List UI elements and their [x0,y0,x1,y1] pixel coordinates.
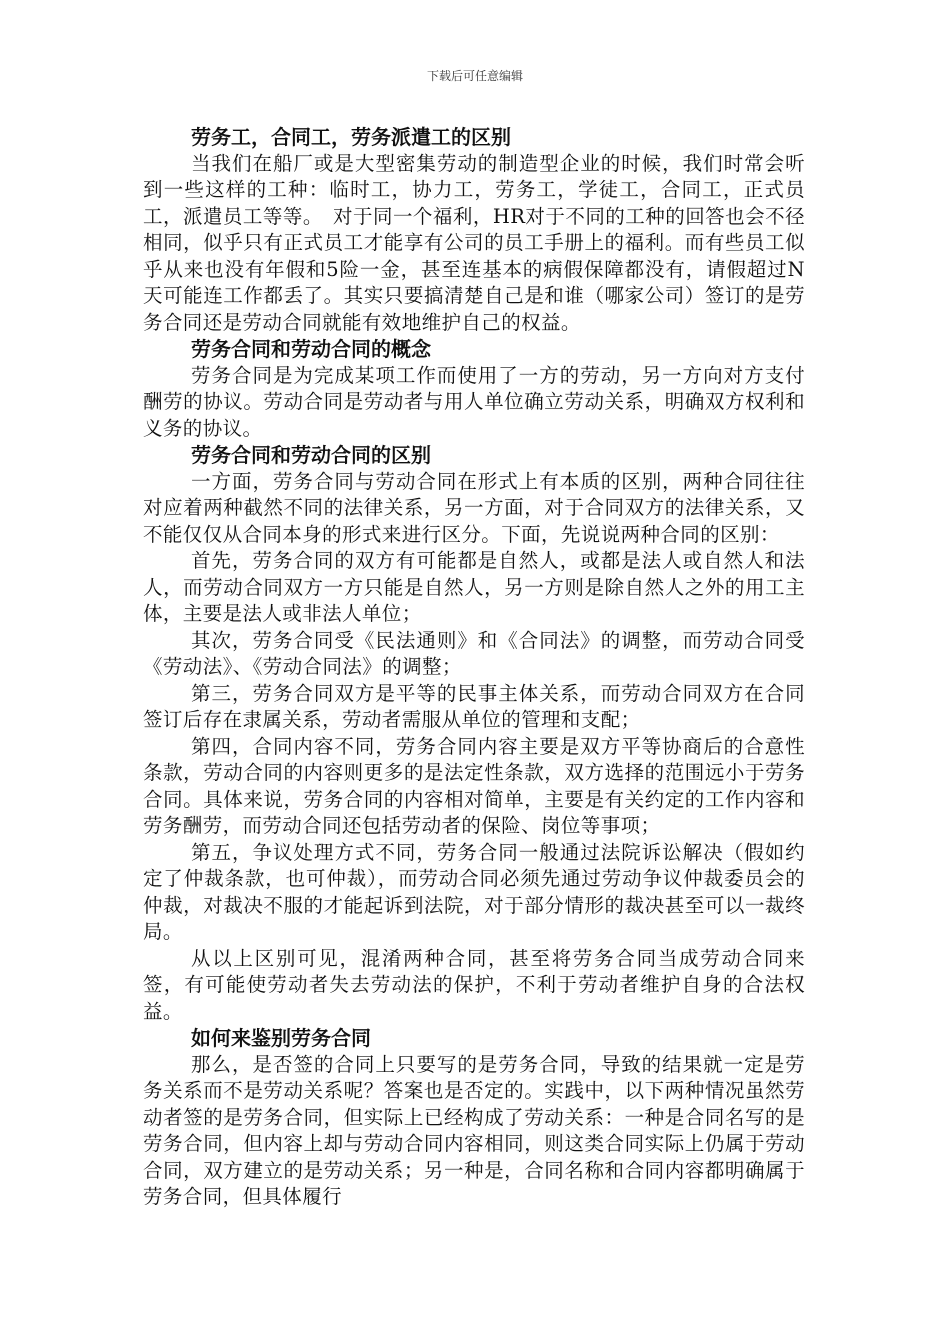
section-heading: 劳务合同和劳动合同的区别 [191,443,431,467]
paragraph: 第三，劳务合同双方是平等的民事主体关系，而劳动合同双方在合同签订后存在隶属关系，劳动者需服从单位的管理和支配； [143,681,805,731]
paragraph: 一方面，劳务合同与劳动合同在形式上有本质的区别，两种合同往往对应着两种截然不同的法律关系，另一方面，对于合同双方的法律关系，又不能仅仅从合同本身的形式来进行区分。下面，先说说两种合同的区别： [143,469,805,546]
paragraph: 劳务合同是为完成某项工作而使用了一方的劳动，另一方向对方支付酬劳的协议。劳动合同是劳动者与用人单位确立劳动关系，明确双方权利和义务的协议。 [143,363,805,440]
section-heading: 劳务工，合同工，劳务派遣工的区别 [191,125,511,149]
section-heading: 如何来鉴别劳务合同 [191,1026,371,1050]
paragraph: 首先，劳务合同的双方有可能都是自然人，或都是法人或自然人和法人，而劳动合同双方一方只能是自然人，另一方则是除自然人之外的用工主体，主要是法人或非法人单位； [143,549,805,625]
paragraph: 那么，是否签的合同上只要写的是劳务合同，导致的结果就一定是劳务关系而不是劳动关系呢？答案也是否定的。实践中，以下两种情况虽然劳动者签的是劳务合同，但实际上已经构成了劳动关系：一种是合同名写的是劳务合同，但内容上却与劳动合同内容相同，则这类合同实际上仍属于劳动合同，双方建立的是劳动关系；另一种是，合同名称和合同内容都明确属于劳务合同，但具体履行 [143,1052,805,1208]
paragraph: 第四，合同内容不同，劳务合同内容主要是双方平等协商后的合意性条款，劳动合同的内容则更多的是法定性条款，双方选择的范围远小于劳务合同。具体来说，劳务合同的内容相对简单，主要是有关约定的工作内容和劳务酬劳，而劳动合同还包括劳动者的保险、岗位等事项； [143,734,805,837]
header-note: 下载后可任意编辑 [426,69,523,83]
paragraph: 其次，劳务合同受《民法通则》和《合同法》的调整，而劳动合同受《劳动法》、《劳动合同法》的调整； [143,628,805,678]
paragraph: 从以上区别可见，混淆两种合同，甚至将劳务合同当成劳动合同来签，有可能使劳动者失去劳动法的保护，不利于劳动者维护自身的合法权益。 [143,946,805,1023]
document-body [143,124,805,1211]
paragraph: 第五，争议处理方式不同，劳务合同一般通过法院诉讼解决（假如约定了仲裁条款，也可仲裁），而劳动合同必须先通过劳动争议仲裁委员会的仲裁，对裁决不服的才能起诉到法院，对于部分情形的裁决甚至可以一裁终局。 [143,840,805,943]
section-heading: 劳务合同和劳动合同的概念 [191,337,431,361]
paragraph: 当我们在船厂或是大型密集劳动的制造型企业的时候，我们时常会听到一些这样的工种：临时工，协力工，劳务工，学徒工，合同工，正式员工，派遣员工等等。 对于同一个福利，HR对于不同的工种的回答也会不径相同，似乎只有正式员工才能享有公司的员工手册上的福利。而有些员工似乎从来也没有年假和5险一金，甚至连基本的病假保障都没有，请假超过N天可能连工作都丢了。其实只要搞清楚自己是和谁（哪家公司）签订的是劳务合同还是劳动合同就能有效地维护自己的权益。 [143,151,805,334]
